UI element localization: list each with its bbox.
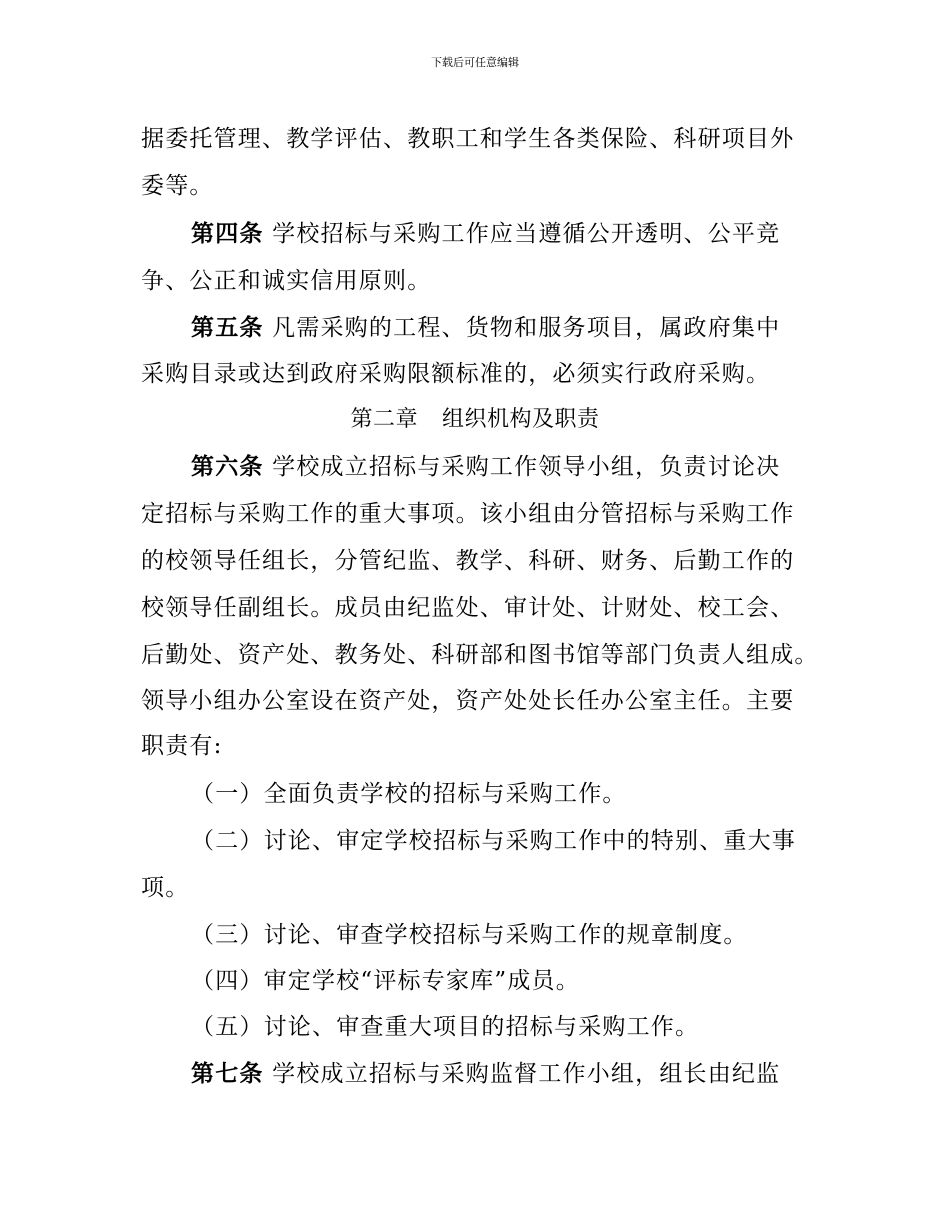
paragraph-line: 项。 <box>141 875 190 901</box>
paragraph-line: 后勤处、资产处、教务处、科研部和图书馆等部门负责人组成。 <box>141 642 819 668</box>
paragraph-line: 校领导任副组长。成员由纪监处、审计处、计财处、校工会、 <box>141 595 795 621</box>
duty-item-5: （五）讨论、审查重大项目的招标与采购工作。 <box>191 1014 700 1040</box>
duty-item-3: （三）讨论、审查学校招标与采购工作的规章制度。 <box>191 922 748 948</box>
duty-item-4: （四）审定学校“评标专家库”成员。 <box>191 968 580 994</box>
article-text: 学校成立招标与采购工作领导小组，负责讨论决 <box>272 454 781 480</box>
article-7 <box>191 1059 780 1089</box>
paragraph-line: 定招标与采购工作的重大事项。该小组由分管招标与采购工作 <box>141 501 795 527</box>
chapter-name: 组织机构及职责 <box>442 407 600 432</box>
article-text: 凡需采购的工程、货物和服务项目，属政府集中 <box>272 315 781 341</box>
page-header: 下载后可任意编辑 <box>431 56 519 69</box>
paragraph-line: 委等。 <box>141 173 214 199</box>
article-title: 第七条 <box>191 1061 264 1087</box>
paragraph-line: 争、公正和诚实信用原则。 <box>141 268 432 294</box>
article-text: 学校招标与采购工作应当遵循公开透明、公平竞 <box>272 221 781 247</box>
article-5 <box>191 313 780 343</box>
article-title: 第六条 <box>191 454 264 480</box>
paragraph-line: 职责有: <box>141 733 223 759</box>
chapter-number: 第二章 <box>350 407 418 432</box>
article-title: 第四条 <box>191 221 264 247</box>
paragraph-line: 领导小组办公室设在资产处，资产处处长任办公室主任。主要 <box>141 688 795 714</box>
paragraph-line: 采购目录或达到政府采购限额标准的，必须实行政府采购。 <box>141 361 771 387</box>
duty-item-2: （二）讨论、审定学校招标与采购工作中的特别、重大事 <box>191 828 796 854</box>
article-text: 学校成立招标与采购监督工作小组，组长由纪监 <box>272 1061 781 1087</box>
duty-item-1: （一）全面负责学校的招标与采购工作。 <box>191 781 627 807</box>
article-4 <box>191 219 780 249</box>
chapter-heading <box>0 405 950 435</box>
paragraph-line: 据委托管理、教学评估、教职工和学生各类保险、科研项目外 <box>141 126 795 152</box>
paragraph-line: 的校领导任组长，分管纪监、教学、科研、财务、后勤工作的 <box>141 548 795 574</box>
article-6 <box>191 452 780 482</box>
article-title: 第五条 <box>191 315 264 341</box>
